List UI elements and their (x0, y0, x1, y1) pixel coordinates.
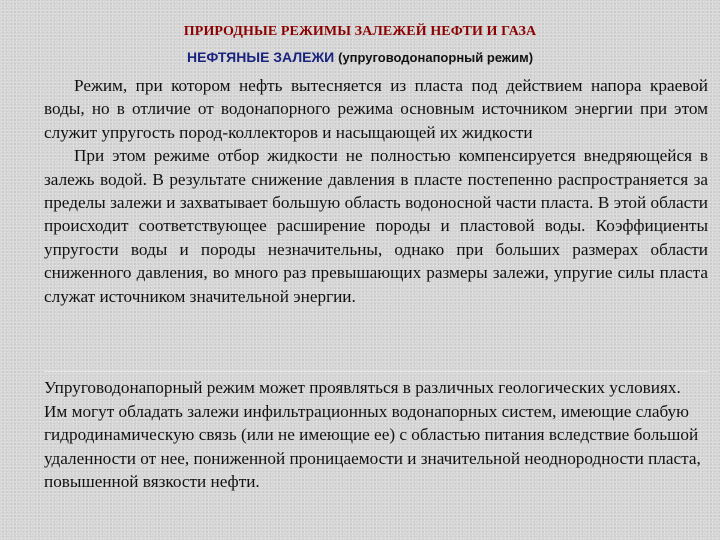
paragraph-mechanism: При этом режиме отбор жидкости не полностью компенсируется внедряющейся в залежь водой. В результате снижение давления в пласте постепенно распространяется за пределы залежи и захватывает большую область водоносной части пласта. В этой области происходит соответствующее расширение породы и пластовой воды. Коэффициенты упругости воды и породы незначительны, однако при больших размерах области сниженного давления, во много раз превышающих размеры залежи, упругие силы пласта служат источником значительной энергии. (44, 146, 708, 306)
paragraph-conditions: Упруговодонапорный режим может проявляться в различных геологических условиях. Им могут обладать залежи инфильтрационных водонапорных систем, имеющие слабую гидродинамическую связь (или не имеющие ее) с областью питания вследствие большой удаленности от нее, пониженной проницаемости и значительной неоднородности пласта, повышенной вязкости нефти. (44, 378, 701, 491)
paragraph-definition: Режим, при котором нефть вытесняется из пласта под действием напора краевой воды, но в отличие от водонапорного режима основным источником энергии при этом служит упругость пород-коллекторов и насыщающей их жидкости (44, 76, 708, 142)
body-text-block-conditions (44, 376, 704, 494)
slide-title: ПРИРОДНЫЕ РЕЖИМЫ ЗАЛЕЖЕЙ НЕФТИ И ГАЗА (183, 24, 537, 39)
slide-subtitle (0, 49, 720, 65)
section-divider (44, 371, 708, 372)
subtitle-main: НЕФТЯНЫЕ ЗАЛЕЖИ (186, 49, 335, 65)
body-text-block (44, 74, 708, 308)
subtitle-parenthetical: (упруговодонапорный режим) (338, 50, 534, 65)
